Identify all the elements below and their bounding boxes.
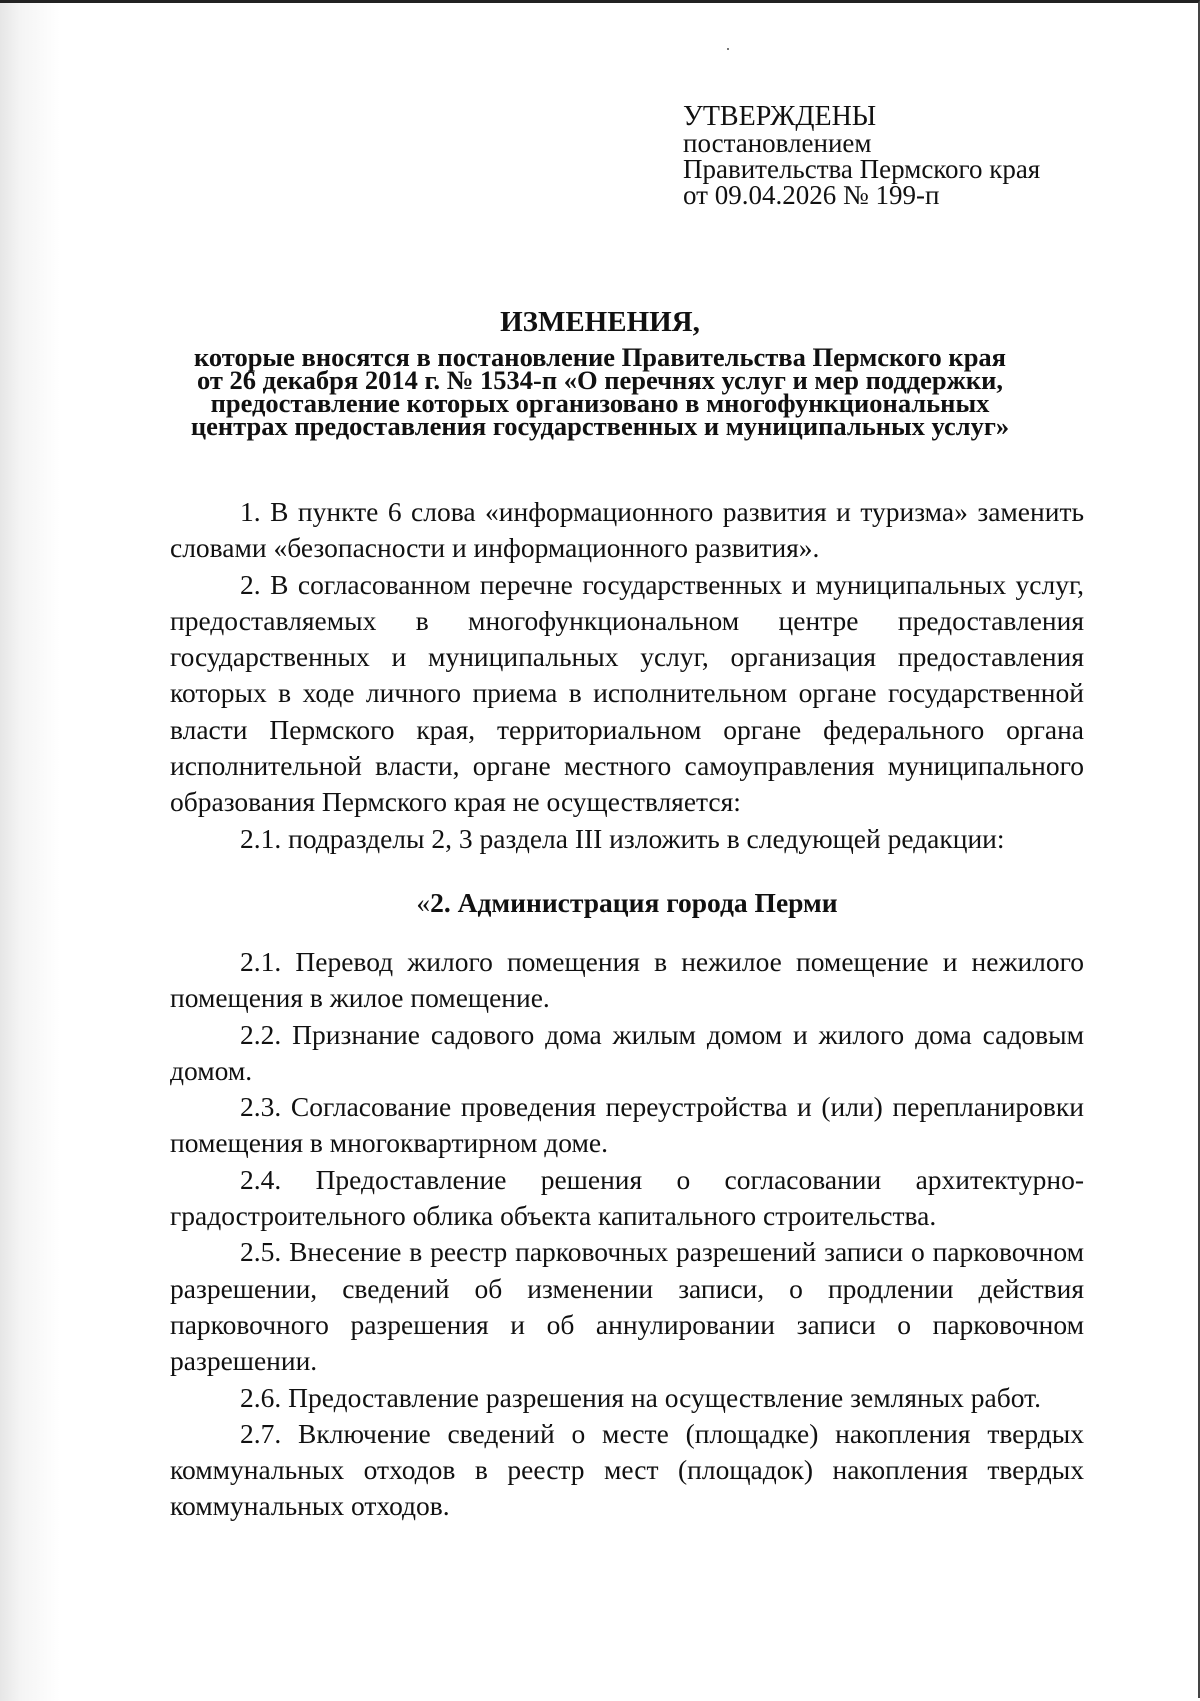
item-2-7: 2.7. Включение сведений о месте (площадке) накопления твердых коммунальных отходов в реестр мест (площадок) накопления твердых коммунальных отходов.	[170, 1417, 1084, 1522]
opening-quote: «	[416, 887, 431, 918]
document-subtitle	[150, 342, 1050, 441]
subtitle-line: которые вносятся в постановление Правительства Пермского края	[193, 342, 1007, 372]
document-title: ИЗМЕНЕНИЯ,	[500, 306, 700, 338]
body-part-1	[170, 494, 1084, 857]
subtitle-line: предоставление которых организовано в многофункциональных	[210, 388, 990, 418]
scan-speck	[727, 48, 729, 50]
scan-edge	[0, 3, 60, 1701]
approval-heading: УТВЕРЖДЕНЫ	[683, 101, 877, 132]
item-2-4: 2.4. Предоставление решения о согласовании архитектурно-градостроительного облика объекта капитального строительства.	[170, 1163, 1084, 1232]
item-2-5: 2.5. Внесение в реестр парковочных разрешений записи о парковочном разрешении, сведений об изменении записи, о продлении действия парковочного разрешения и об аннулировании записи о парковочном разрешении.	[170, 1236, 1084, 1377]
item-2-3: 2.3. Согласование проведения переустройства и (или) перепланировки помещения в многоквартирном доме.	[170, 1091, 1084, 1159]
approval-stamp-block	[683, 101, 1103, 210]
paragraph-2-1: 2.1. подразделы 2, 3 раздела III изложить в следующей редакции:	[240, 822, 1005, 854]
section-heading	[170, 885, 1084, 921]
approval-line-date-number: от 09.04.2026 № 199-п	[683, 180, 940, 210]
body-part-2	[170, 944, 1084, 1525]
paragraph-2: 2. В согласованном перечне государственных и муниципальных услуг, предоставляемых в многофункциональном центре предоставления государственных и муниципальных услуг, организация предоставления которых в ходе личного приема в исполнительном органе государственной власти Пермского края, территориальном органе федерального органа исполнительной власти, органе местного самоуправления муниципального образования Пермского края не осуществляется:	[170, 568, 1084, 818]
item-2-1: 2.1. Перевод жилого помещения в нежилое помещение и нежилого помещения в жилое помещение.	[170, 946, 1084, 1014]
subtitle-line: от 26 декабря 2014 г. № 1534-п «О перечнях услуг и мер поддержки,	[196, 365, 1004, 395]
approval-line-government: Правительства Пермского края	[683, 154, 1041, 184]
section-heading-text: 2. Администрация города Перми	[430, 887, 838, 918]
subtitle-line: центрах предоставления государственных и муниципальных услуг»	[190, 411, 1010, 441]
approval-line-decree: постановлением	[683, 128, 872, 158]
paragraph-1: 1. В пункте 6 слова «информационного развития и туризма» заменить словами «безопасности и информационного развития».	[170, 496, 1084, 564]
item-2-2: 2.2. Признание садового дома жилым домом и жилого дома садовым домом.	[170, 1018, 1084, 1086]
item-2-6: 2.6. Предоставление разрешения на осуществление земляных работ.	[240, 1381, 1041, 1413]
